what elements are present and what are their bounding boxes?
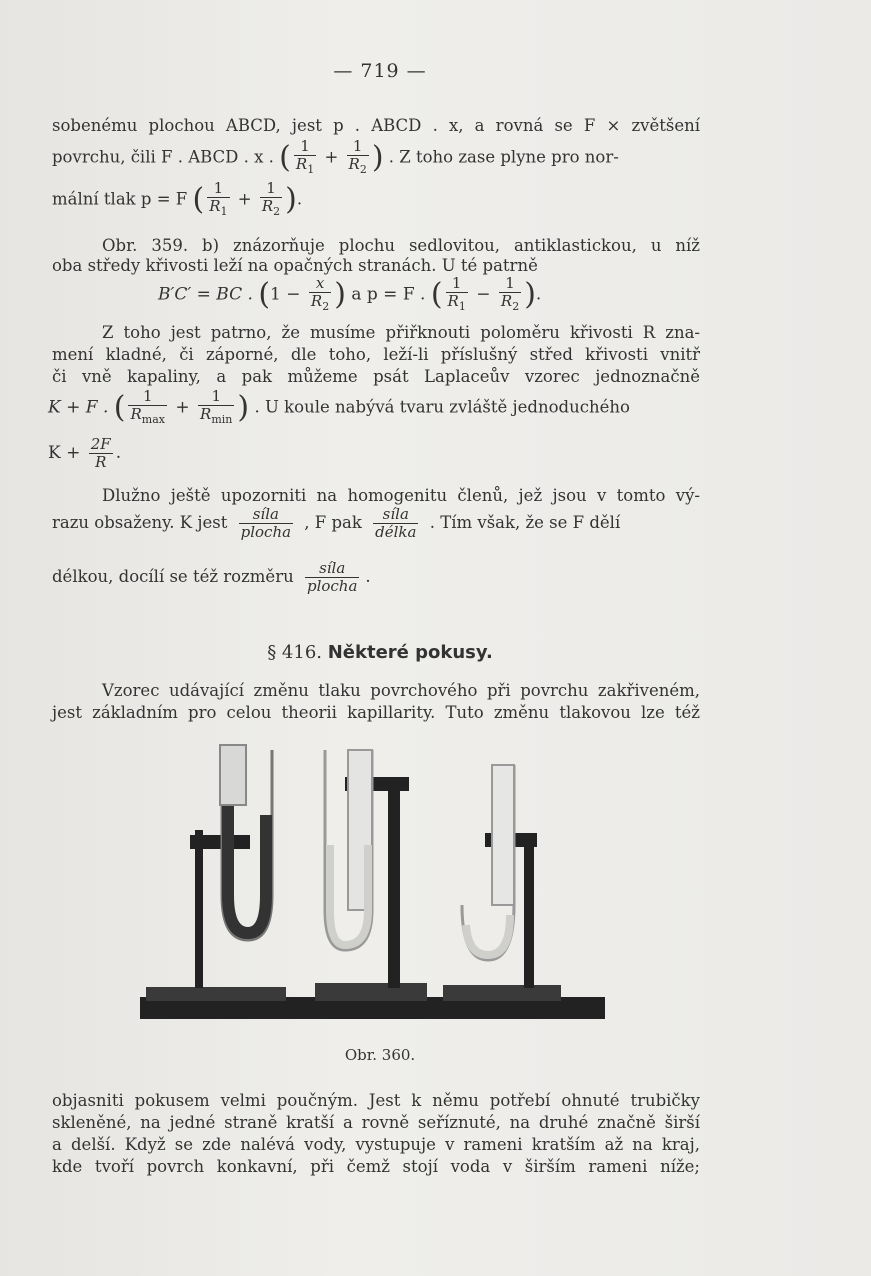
text-line: kde tvoří povrch konkavní, při čemž stojí voda v širším rameni níže;: [52, 1157, 700, 1176]
formula-line: K + F . ( $\frac{1}{R_{max}}$ + $\frac{1}{R_{min}}$ ) . U koule nabývá tvaru zvláště jednoduchého: [48, 387, 630, 426]
fraction: $\frac{\text{síla}}{\text{plocha}}$: [306, 559, 358, 595]
text-fragment: . Z toho zase plyne pro nor-: [388, 147, 619, 167]
text-line: jest základním pro celou theorii kapillarity. Tuto změnu tlakovou lze též: [52, 703, 700, 722]
formula-line: B′C′ = BC . (1 − $\frac{x}{R_2}$ ) a p = F . ( $\frac{1}{R_1}$ − $\frac{1}{R_2}$ ).: [158, 274, 542, 313]
fraction: $\frac{2F}{R}$: [90, 435, 111, 471]
text-line: sobenému plochou ABCD, jest p . ABCD . x, a rovná se F ⨯ zvětšení: [52, 116, 700, 135]
text-line: Obr. 359. b) znázorňuje plochu sedlovitou, antiklastickou, u níž: [102, 236, 700, 255]
text-line: Vzorec udávající změnu tlaku povrchového při povrchu zakřiveném,: [102, 681, 700, 700]
fraction: $\frac{1}{R_{max}}$: [130, 387, 165, 426]
text-fragment: mální tlak p = F: [52, 189, 188, 209]
text-line: mení kladné, či záporné, dle toho, leží-li příslušný střed křivosti vnitř: [52, 345, 700, 364]
text-line: či vně kapaliny, a pak můžeme psát Laplaceův vzorec jednoznačně: [52, 367, 700, 386]
formula-line: K + $\frac{2F}{R}$ .: [48, 435, 122, 471]
fraction: $\frac{\text{síla}}{\text{délka}}$: [375, 505, 417, 541]
figure-caption: Obr. 360.: [344, 1046, 416, 1064]
text-fragment: povrchu, čili F . ABCD . x .: [52, 147, 274, 167]
text-line: a delší. Když se zde nalévá vody, vystupuje v rameni kratším až na kraj,: [52, 1135, 700, 1154]
text-line: objasniti pokusem velmi poučným. Jest k němu potřebí ohnuté trubičky: [52, 1091, 700, 1110]
text-line: skleněné, na jedné straně kratší a rovně seříznuté, na druhé značně širší: [52, 1113, 700, 1132]
fraction: $\frac{1}{R_{min}}$: [200, 387, 233, 426]
fraction: $\frac{1}{R_2}$: [261, 179, 281, 218]
fraction: $\frac{\text{síla}}{\text{plocha}}$: [240, 505, 292, 541]
formula-line: délkou, docílí se též rozměru $\frac{\text{síla}}{\text{plocha}}$ .: [52, 559, 371, 595]
fraction: $\frac{x}{R_2}$: [310, 274, 330, 313]
fraction: $\frac{1}{R_1}$: [447, 274, 466, 313]
fraction: $\frac{1}{R_1}$: [295, 137, 315, 176]
fraction: $\frac{1}{R_2}$: [348, 137, 367, 176]
formula-line: povrchu, čili F . ABCD . x . ( $\frac{1}{R_1}$ + $\frac{1}{R_2}$ ) . Z toho zase plyne pro nor-: [52, 137, 619, 176]
text-line: oba středy křivosti leží na opačných stranách. U té patrně: [52, 256, 538, 275]
text-line: Dlužno ještě upozorniti na homogenitu členů, jež jsou v tomto vý-: [102, 486, 700, 505]
capillary-tubes-figure: [140, 735, 610, 1025]
formula-line: mální tlak p = F ( $\frac{1}{R_1}$ + $\frac{1}{R_2}$ ).: [52, 179, 303, 218]
text-line: Z toho jest patrno, že musíme přiřknouti poloměru křivosti R zna-: [102, 323, 700, 342]
section-heading: § 416. Některé pokusy.: [267, 642, 493, 663]
formula-line: razu obsaženy. K jest $\frac{\text{síla}}{\text{plocha}}$ , F pak $\frac{\text{síla}}{\text{délka}}$ . Tím však, že se F dělí: [52, 505, 621, 541]
fraction: $\frac{1}{R_1}$: [209, 179, 228, 218]
fraction: $\frac{1}{R_2}$: [500, 274, 520, 313]
page-number: — 719 —: [333, 60, 427, 82]
